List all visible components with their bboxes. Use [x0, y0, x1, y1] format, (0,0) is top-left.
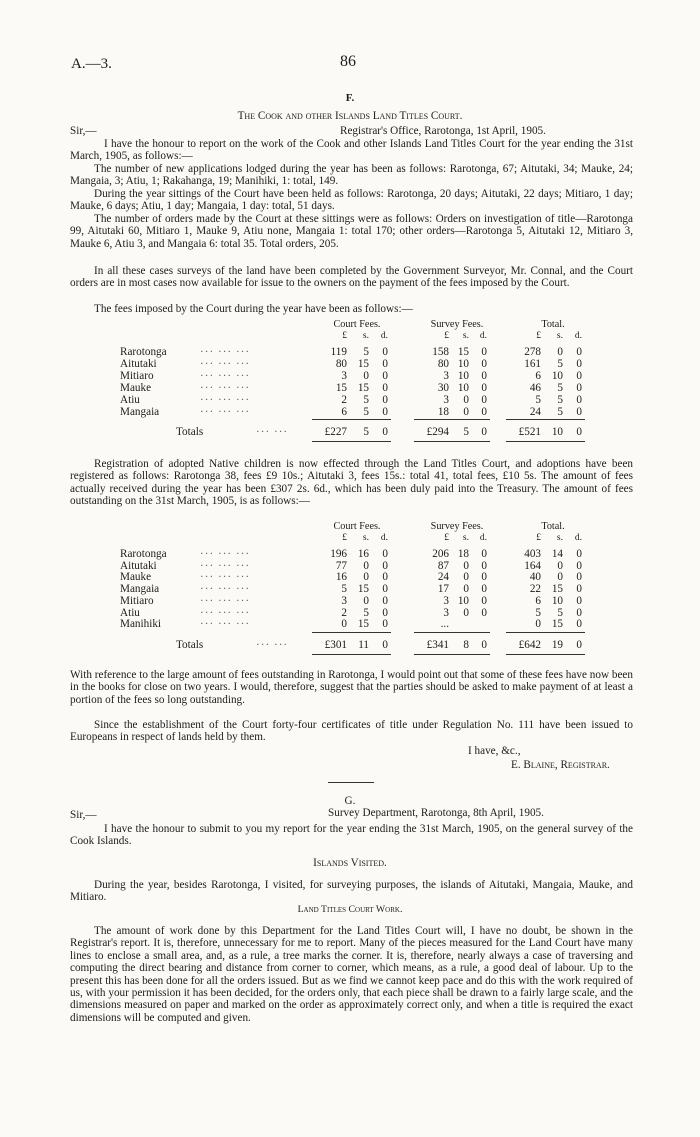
- table-cell: 6: [341, 405, 347, 418]
- column-subheader: s.: [462, 533, 469, 543]
- column-subheader: s.: [462, 331, 469, 341]
- table-cell: 0: [363, 594, 369, 607]
- total-underline: [506, 654, 585, 655]
- table-cell: 164: [524, 559, 541, 572]
- table-row-label: Mangaia: [120, 405, 160, 418]
- table-cell: 0: [463, 583, 469, 596]
- table-cell: 278: [524, 346, 541, 358]
- table-cell: 80: [437, 357, 449, 370]
- table-cell: 0: [481, 357, 487, 370]
- leader-dots: ··· ··· ···: [200, 405, 251, 418]
- leader-dots: ··· ··· ···: [200, 346, 251, 358]
- table-cell: 10: [457, 369, 469, 382]
- table-cell: 0: [382, 559, 388, 572]
- table-cell: 0: [557, 559, 563, 572]
- sum-rule: [506, 632, 585, 633]
- table-cell: 0: [576, 405, 582, 418]
- g-para-islands: During the year, besides Rarotonga, I visited, for surveying purposes, the islands of Aitutaki, Mangaia, Mauke, and Mitiaro.: [70, 879, 633, 904]
- leader-dots: ··· ···: [256, 426, 289, 439]
- table-cell: 15: [357, 357, 369, 370]
- table-cell: 161: [524, 357, 541, 370]
- table-cell: 0: [463, 405, 469, 418]
- table-cell: 0: [576, 369, 582, 382]
- totals-cell: 0: [382, 638, 388, 651]
- table-cell: 16: [335, 571, 347, 584]
- table-cell: 3: [443, 393, 449, 406]
- column-subheader: £: [536, 533, 541, 543]
- column-header: Total.: [541, 319, 565, 330]
- table-cell: 5: [363, 405, 369, 418]
- table-cell: 18: [437, 405, 449, 418]
- table-cell: 0: [463, 571, 469, 584]
- section-f-address: Registrar's Office, Rarotonga, 1st April, 1905.: [340, 125, 546, 137]
- table-row-label: Mauke: [120, 571, 152, 584]
- table-cell: 2: [341, 606, 347, 619]
- sum-rule: [414, 632, 490, 633]
- table-cell: 3: [443, 594, 449, 607]
- table-cell: 77: [335, 559, 347, 572]
- section-f-title: The Cook and other Islands Land Titles Court.: [237, 110, 463, 122]
- f-para-outstanding: With reference to the large amount of fees outstanding in Rarotonga, I would point out that some of these fees have now been in the books for close on two years. I would, therefore, suggest that the parties should be asked to make payment of at least a portion of the fees so long outstanding.: [70, 669, 633, 706]
- table-cell: 0: [576, 618, 582, 631]
- leader-dots: ··· ··· ···: [200, 381, 251, 394]
- table-cell: 0: [382, 606, 388, 619]
- total-underline: [312, 654, 391, 655]
- table-cell: 0: [576, 346, 582, 358]
- table-cell: 0: [576, 548, 582, 560]
- table-row-label: Aitutaki: [120, 357, 157, 370]
- table-cell: 0: [363, 369, 369, 382]
- table-row-label: Mauke: [120, 381, 152, 394]
- totals-cell: £301: [324, 638, 347, 651]
- table-cell: 15: [551, 618, 563, 631]
- table-cell: 3: [443, 606, 449, 619]
- totals-label: Totals: [176, 426, 204, 439]
- column-subheader: s.: [362, 533, 369, 543]
- totals-label: Totals: [176, 638, 204, 651]
- section-f-letter: F.: [345, 92, 355, 104]
- section-g-letter: G.: [344, 795, 356, 807]
- table-cell: 15: [551, 583, 563, 596]
- table-cell: 15: [357, 618, 369, 631]
- column-header: Survey Fees.: [430, 319, 484, 330]
- table-cell: 5: [557, 606, 563, 619]
- table-cell: 0: [481, 594, 487, 607]
- table-cell: 0: [481, 606, 487, 619]
- table-row-label: Manihiki: [120, 618, 162, 631]
- total-underline: [414, 441, 490, 442]
- table-cell: 0: [481, 548, 487, 560]
- totals-cell: £294: [426, 426, 449, 439]
- page-ref: A.—3.: [71, 56, 112, 72]
- f-para-intro: I have the honour to report on the work of the Cook and other Islands Land Titles Court for the year ending the 31st March, 1905, as follows:—: [70, 138, 633, 163]
- table-cell: 0: [481, 583, 487, 596]
- f-para-certificates: Since the establishment of the Court forty-four certificates of title under Regulation No. 111 have been issued to Europeans in respect of lands held by them.: [70, 719, 633, 744]
- table-row-label: Mangaia: [120, 583, 160, 596]
- column-subheader: £: [536, 331, 541, 341]
- leader-dots: ··· ··· ···: [200, 357, 251, 370]
- table-cell: 5: [557, 381, 563, 394]
- totals-cell: £341: [426, 638, 449, 651]
- leader-dots: ··· ··· ···: [200, 393, 251, 406]
- totals-cell: 0: [382, 426, 388, 439]
- table-cell: 17: [437, 583, 449, 596]
- table-cell: 87: [437, 559, 449, 572]
- table-cell: 0: [481, 559, 487, 572]
- table-cell: 0: [576, 559, 582, 572]
- table-cell: 0: [576, 606, 582, 619]
- leader-dots: ··· ··· ···: [200, 571, 251, 584]
- table-cell: 0: [363, 571, 369, 584]
- section-g-address: Survey Department, Rarotonga, 8th April, 1905.: [328, 807, 544, 819]
- table-cell: 0: [576, 583, 582, 596]
- table-row-label: Rarotonga: [120, 548, 167, 560]
- table-row-label: Mitiaro: [120, 369, 154, 382]
- g-para-court: The amount of work done by this Department for the Land Titles Court will, I have no doubt, be shown in the Registrar's report. It is, therefore, unnecessary for me to report. Many of the pieces measured for the Land Court have many lines to enclose a small area, and, as a rule, a tree marks the corner. It is, therefore, nearly always a case of traversing and computing the direct bearing and distance from corner to corner, which means, as a rule, a good deal of labour. Up to the present this has been done for all the orders issued. But as we find we cannot keep pace and do this with the work required of us, with your permission it has been decided, for the orders only, that each piece shall be drawn to a fairly large scale, and the dimensions measured on paper and marked on the order as approximately correct only, and when a title is required the exact dimensions will be computed and given.: [70, 925, 633, 1024]
- table-cell: 0: [481, 393, 487, 406]
- sum-rule: [312, 419, 391, 420]
- table-cell: 5: [535, 606, 541, 619]
- column-subheader: d.: [574, 331, 582, 341]
- table-cell: 0: [382, 618, 388, 631]
- table-cell: 0: [576, 381, 582, 394]
- column-header: Court Fees.: [333, 521, 381, 532]
- table-cell: 15: [335, 381, 347, 394]
- table-cell: 0: [382, 594, 388, 607]
- table-cell: 0: [463, 559, 469, 572]
- leader-dots: ··· ··· ···: [200, 583, 251, 596]
- table-cell: 3: [341, 369, 347, 382]
- f-para-fees-intro: The fees imposed by the Court during the year have been as follows:—: [94, 303, 413, 315]
- table-cell: 24: [437, 571, 449, 584]
- table-cell: 5: [557, 405, 563, 418]
- totals-cell: £227: [324, 426, 347, 439]
- table-cell: 0: [382, 381, 388, 394]
- table-cell: 10: [457, 381, 469, 394]
- table-row-label: Rarotonga: [120, 346, 167, 358]
- table-cell: ...: [440, 618, 449, 631]
- totals-cell: 5: [363, 426, 369, 439]
- totals-cell: 19: [551, 638, 563, 651]
- totals-cell: 0: [576, 638, 582, 651]
- table-cell: 5: [363, 606, 369, 619]
- table-cell: 0: [481, 381, 487, 394]
- table-cell: 0: [341, 618, 347, 631]
- table-cell: 10: [551, 594, 563, 607]
- totals-cell: 8: [463, 638, 469, 651]
- table-cell: 0: [463, 393, 469, 406]
- table-cell: 0: [363, 559, 369, 572]
- sum-rule: [312, 632, 391, 633]
- column-subheader: d.: [479, 331, 487, 341]
- section-divider: [328, 782, 374, 783]
- table-cell: 0: [481, 369, 487, 382]
- table-cell: 158: [432, 346, 449, 358]
- table-cell: 5: [363, 393, 369, 406]
- table-cell: 80: [335, 357, 347, 370]
- table-cell: 0: [382, 548, 388, 560]
- g-para-intro: I have the honour to submit to you my report for the year ending the 31st March, 1905, on the general survey of the Cook Islands.: [70, 823, 633, 848]
- table-cell: 196: [330, 548, 347, 560]
- table-cell: 30: [437, 381, 449, 394]
- table-cell: 15: [357, 583, 369, 596]
- leader-dots: ··· ··· ···: [200, 559, 251, 572]
- table-cell: 6: [535, 594, 541, 607]
- table-cell: 119: [330, 346, 347, 358]
- f-para-sittings: During the year sittings of the Court have been held as follows: Rarotonga, 20 days; Aitutaki, 22 days; Mitiaro, 1 day; Mauke, 6 days; Atiu, 1 day; Mangaia, 1 day: total, 51 days.: [70, 188, 633, 213]
- column-header: Court Fees.: [333, 319, 381, 330]
- table-row-label: Aitutaki: [120, 559, 157, 572]
- column-subheader: d.: [380, 331, 388, 341]
- g-heading-court: Land Titles Court Work.: [297, 904, 403, 915]
- sum-rule: [414, 419, 490, 420]
- table-cell: 0: [557, 571, 563, 584]
- table-row-label: Atiu: [120, 393, 140, 406]
- section-f-salutation: Sir,—: [70, 125, 97, 137]
- column-subheader: £: [444, 331, 449, 341]
- column-header: Total.: [541, 521, 565, 532]
- table-cell: 10: [457, 594, 469, 607]
- leader-dots: ··· ···: [256, 638, 289, 651]
- table-cell: 10: [457, 357, 469, 370]
- table-cell: 14: [551, 548, 563, 560]
- leader-dots: ··· ··· ···: [200, 606, 251, 619]
- column-subheader: d.: [574, 533, 582, 543]
- leader-dots: ··· ··· ···: [200, 618, 251, 631]
- column-subheader: d.: [380, 533, 388, 543]
- f-para-registration: Registration of adopted Native children is now effected through the Land Titles Court, and adoptions have been registered as follows: Rarotonga 38, fees £9 10s.; Aitutaki 3, fees 15s.: total 41, total fees, £10 5s. The amount of fees actually received during the year has been £307 2s. 6d., which has been duly paid into the Treasury. The amount of fees outstanding on the 31st March, 1905, is as follows:—: [70, 458, 633, 508]
- table-cell: 6: [535, 369, 541, 382]
- totals-cell: £521: [518, 426, 541, 439]
- table-cell: 2: [341, 393, 347, 406]
- totals-cell: 0: [481, 638, 487, 651]
- totals-cell: £642: [518, 638, 541, 651]
- column-subheader: s.: [556, 533, 563, 543]
- table-cell: 5: [363, 346, 369, 358]
- leader-dots: ··· ··· ···: [200, 548, 251, 560]
- totals-cell: 10: [551, 426, 563, 439]
- table-cell: 0: [382, 405, 388, 418]
- table-cell: 0: [382, 583, 388, 596]
- table-cell: 0: [535, 618, 541, 631]
- table-cell: 0: [481, 571, 487, 584]
- f-para-orders: The number of orders made by the Court at these sittings were as follows: Orders on investigation of title—Rarotonga 99, Aitutaki 60, Mitiaro 1, Mauke 9, Atiu none, Mangaia 1: total 170; other orders—Rarotonga 5, Aitutaki 12, Mitiaro 3, Mauke 6, Atiu 3, and Mangaia 6: total 35. Total orders, 205.: [70, 213, 633, 250]
- table-cell: 0: [382, 357, 388, 370]
- table-cell: 16: [357, 548, 369, 560]
- table-cell: 15: [357, 381, 369, 394]
- table-row-label: Atiu: [120, 606, 140, 619]
- table-cell: 24: [529, 405, 541, 418]
- column-subheader: £: [342, 331, 347, 341]
- table-cell: 5: [557, 393, 563, 406]
- table-cell: 5: [341, 583, 347, 596]
- totals-cell: 11: [358, 638, 369, 651]
- table-cell: 0: [382, 369, 388, 382]
- table-cell: 18: [457, 548, 469, 560]
- table-cell: 15: [457, 346, 469, 358]
- column-subheader: £: [342, 533, 347, 543]
- totals-cell: 5: [463, 426, 469, 439]
- totals-cell: 0: [481, 426, 487, 439]
- table-cell: 0: [481, 405, 487, 418]
- g-heading-islands: Islands Visited.: [313, 857, 387, 869]
- table-cell: 0: [382, 393, 388, 406]
- table-row-label: Mitiaro: [120, 594, 154, 607]
- column-header: Survey Fees.: [430, 521, 484, 532]
- f-signature: E. Blaine, Registrar.: [511, 759, 610, 771]
- table-cell: 3: [341, 594, 347, 607]
- table-cell: 3: [443, 369, 449, 382]
- table-cell: 22: [529, 583, 541, 596]
- total-underline: [506, 441, 585, 442]
- table-cell: 0: [576, 393, 582, 406]
- table-cell: 46: [529, 381, 541, 394]
- table-cell: 5: [535, 393, 541, 406]
- table-cell: 0: [576, 357, 582, 370]
- f-closing: I have, &c.,: [468, 745, 521, 757]
- section-g-salutation: Sir,—: [70, 809, 97, 821]
- table-cell: 0: [576, 594, 582, 607]
- column-subheader: d.: [479, 533, 487, 543]
- table-cell: 10: [551, 369, 563, 382]
- column-subheader: s.: [556, 331, 563, 341]
- table-cell: 0: [557, 346, 563, 358]
- table-cell: 0: [382, 571, 388, 584]
- f-para-applications: The number of new applications lodged during the year has been as follows: Rarotonga, 67; Aitutaki, 34; Mauke, 24; Mangaia, 3; Atiu, 1; Rakahanga, 19; Manihiki, 1: total, 149.: [70, 163, 633, 188]
- sum-rule: [506, 419, 585, 420]
- table-cell: 403: [524, 548, 541, 560]
- leader-dots: ··· ··· ···: [200, 369, 251, 382]
- page-number: 86: [340, 53, 356, 70]
- table-cell: 0: [481, 346, 487, 358]
- table-cell: 0: [463, 606, 469, 619]
- column-subheader: s.: [362, 331, 369, 341]
- table-cell: 0: [576, 571, 582, 584]
- total-underline: [414, 654, 490, 655]
- table-cell: 206: [432, 548, 449, 560]
- f-para-surveys: In all these cases surveys of the land have been completed by the Government Surveyor, Mr. Connal, and the Court orders are in most cases now available for issue to the owners on the payment of the fees imposed by the Court.: [70, 265, 633, 290]
- totals-cell: 0: [576, 426, 582, 439]
- total-underline: [312, 441, 391, 442]
- table-cell: 40: [529, 571, 541, 584]
- table-cell: 5: [557, 357, 563, 370]
- leader-dots: ··· ··· ···: [200, 594, 251, 607]
- column-subheader: £: [444, 533, 449, 543]
- table-cell: 0: [382, 346, 388, 358]
